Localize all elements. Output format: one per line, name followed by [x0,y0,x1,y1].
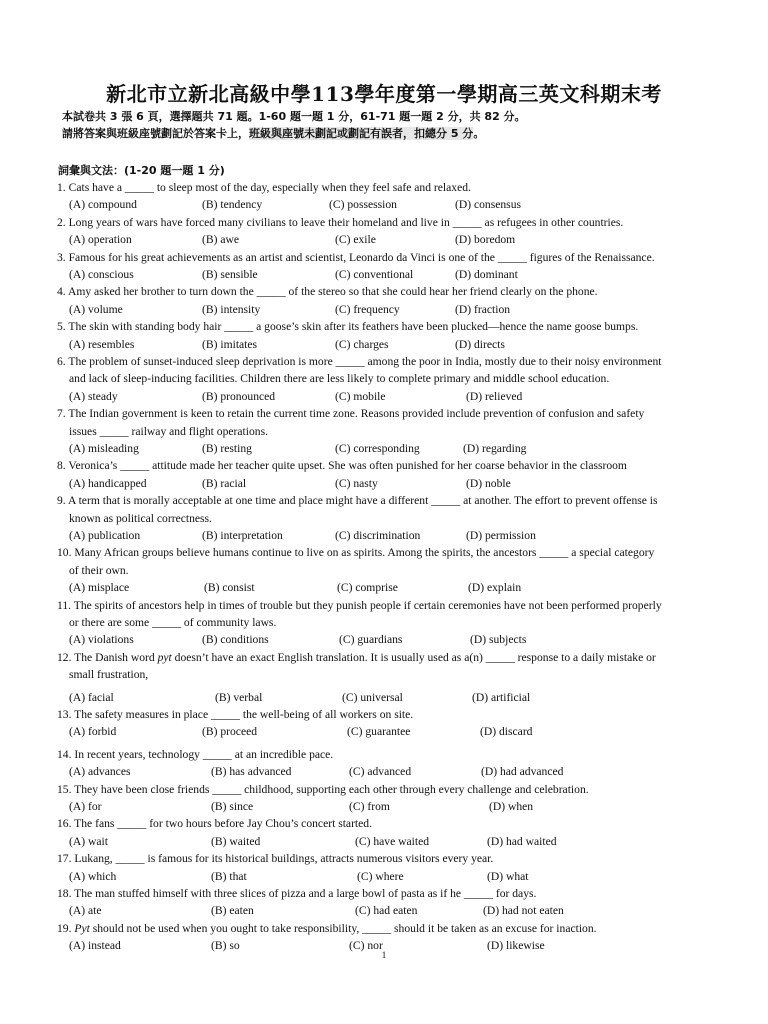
option-c[interactable]: (C) comprise [337,581,398,595]
option-b[interactable]: (B) racial [202,476,247,490]
option-b[interactable]: (B) resting [202,442,252,455]
option-b[interactable]: (B) that [211,869,247,883]
option-d[interactable]: (D) had waited [487,834,557,848]
option-c[interactable]: (C) had eaten [355,904,418,918]
question-stem: 8. Veronica’s _____ attitude made her teacher quite upset. She was often punished for her coarse behavior in the classroom [57,459,627,473]
question-stem: 18. The man stuffed himself with three slices of pizza and a large bowl of pasta as if he _____ for days. [57,886,537,900]
question-5 [57,318,725,353]
question-11 [57,597,725,649]
question-stem-continuation: of their own. [69,563,129,577]
option-a[interactable]: (A) advances [69,765,131,779]
option-d[interactable]: (D) explain [468,581,522,595]
section-heading: 詞彙與文法：(1-20 題一題 1 分) [58,164,225,177]
answer-options [57,798,725,815]
option-c[interactable]: (C) conventional [335,268,414,281]
question-stem: 14. In recent years, technology _____ at an incredible pace. [57,747,334,761]
answer-options [57,388,725,405]
answer-options [57,723,725,740]
option-d[interactable]: (D) likewise [487,939,545,953]
question-stem-part: should not be used when you ought to take responsibility, _____ should it be taken as an excuse for inaction. [89,921,597,935]
option-c[interactable]: (C) charges [335,337,389,351]
question-stem: 13. The safety measures in place _____ the well-being of all workers on site. [57,708,414,721]
option-a[interactable]: (A) instead [69,939,121,953]
question-stem-part: 19. [57,921,75,935]
answer-options [57,196,725,213]
option-d[interactable]: (D) boredom [455,233,516,247]
option-c[interactable]: (C) nor [349,939,383,953]
question-12 [57,649,725,706]
option-c[interactable]: (C) guardians [339,633,403,647]
answer-options [57,631,725,648]
question-stem [57,649,725,666]
question-stem: 6. The problem of sunset-induced sleep deprivation is more _____ among the poor in India, mostly due to their noisy environment [57,354,662,368]
option-c[interactable]: (C) have waited [355,834,430,848]
option-b[interactable]: (B) consist [204,581,255,595]
question-stem: 4. Amy asked her brother to turn down the _____ of the stereo so that she could hear her friend clearly on the phone. [57,285,598,299]
answer-options [57,475,725,492]
option-b[interactable]: (B) conditions [202,633,269,647]
option-a[interactable]: (A) forbid [69,725,117,739]
option-c[interactable]: (C) nasty [335,476,378,490]
exam-title: 新北市立新北高級中學113學年度第一學期高三英文科期末考 [106,82,662,106]
question-stem-continuation: issues _____ railway and flight operations. [69,424,268,438]
option-c[interactable]: (C) exile [335,233,376,247]
question-stem: 11. The spirits of ancestors help in times of trouble but they punish people if certain ceremonies have not been performed properly [57,598,662,612]
question-stem-italic-word: pyt [157,650,172,664]
question-stem-continuation: or there are some _____ of community laws. [69,616,277,629]
question-stem: 15. They have been close friends _____ childhood, supporting each other through every challenge and celebration. [57,782,589,796]
option-c[interactable]: (C) mobile [335,389,386,403]
question-stem: 1. Cats have a _____ to sleep most of the day, especially when they feel safe and relaxed. [57,181,471,194]
option-b[interactable]: (B) sensible [202,268,258,281]
question-1 [57,179,725,214]
option-a[interactable]: (A) publication [69,529,141,542]
option-c[interactable]: (C) advanced [349,765,412,779]
question-14 [57,746,725,781]
answer-options [57,266,725,283]
option-d[interactable]: (D) dominant [455,268,518,281]
option-a[interactable]: (A) handicapped [69,476,147,490]
answer-options [57,902,725,919]
option-a[interactable]: (A) conscious [69,268,134,281]
option-d[interactable]: (D) consensus [455,198,522,212]
question-stem: 7. The Indian government is keen to retain the current time zone. Reasons provided include prevention of confusion and safety [57,407,645,421]
page-number: 1 [381,950,387,960]
option-a[interactable]: (A) operation [69,233,132,247]
question-stem-continuation: known as political correctness. [69,511,212,525]
question-4 [57,283,725,318]
instructions-line-2c: 。 [473,127,485,140]
option-b[interactable]: (B) eaten [211,904,254,918]
option-b[interactable]: (B) interpretation [202,529,283,542]
question-6 [57,353,725,405]
option-b[interactable]: (B) verbal [215,690,263,704]
question-15 [57,781,725,816]
option-d[interactable]: (D) discard [480,725,533,739]
option-d[interactable]: (D) noble [466,476,511,490]
option-a[interactable]: (A) compound [69,198,137,212]
option-d[interactable]: (D) permission [466,529,536,542]
question-3 [57,249,725,284]
option-a[interactable]: (A) ate [69,904,102,918]
instructions-line-2a: 請將答案與班級座號劃記於答案卡上， [62,127,249,140]
question-10 [57,544,725,596]
option-b[interactable]: (B) has advanced [211,765,292,779]
instructions-line-2 [62,125,526,142]
option-a[interactable]: (A) for [69,800,102,813]
answer-options [57,868,725,885]
question-8 [57,457,725,492]
option-b[interactable]: (B) awe [202,233,240,247]
answer-options [57,527,725,544]
question-stem-italic-word: Pyt [74,921,90,935]
answer-options [57,579,725,596]
option-a[interactable]: (A) volume [69,302,123,316]
question-stem-continuation: small frustration, [69,668,149,682]
option-b[interactable]: (B) intensity [202,302,261,316]
answer-options [57,440,725,457]
option-d[interactable]: (D) when [489,800,534,813]
answer-options [57,231,725,248]
question-16 [57,815,725,850]
option-b[interactable]: (B) waited [211,834,261,848]
question-stem: 17. Lukang, _____ is famous for its historical buildings, attracts numerous visitors every year. [57,852,494,866]
answer-options [57,336,725,353]
option-a[interactable]: (A) violations [69,633,134,647]
question-stem [57,920,725,937]
option-c[interactable]: (C) possession [329,198,397,212]
question-stem-continuation: and lack of sleep-inducing facilities. Children there are less likely to complete primary and middle school education. [69,372,610,386]
option-d[interactable]: (D) directs [455,337,505,351]
option-c[interactable]: (C) discrimination [335,529,421,542]
answer-options [57,689,725,706]
option-b[interactable]: (B) imitates [202,337,258,351]
question-list [57,179,725,955]
question-2 [57,214,725,249]
option-c[interactable]: (C) where [357,869,404,883]
option-c[interactable]: (C) from [349,800,390,813]
exam-instructions [62,108,526,142]
option-b[interactable]: (B) since [211,800,254,813]
option-a[interactable]: (A) resembles [69,337,135,351]
option-a[interactable]: (A) which [69,869,117,883]
option-d[interactable]: (D) what [487,869,529,883]
option-d[interactable]: (D) artificial [472,690,531,704]
instructions-line-1: 本試卷共 3 張 6 頁，選擇題共 71 題。1-60 題一題 1 分，61-71 題一題 2 分，共 82 分。 [62,110,526,123]
option-b[interactable]: (B) so [211,939,240,953]
question-stem-part: doesn’t have an exact English translation. It is usually used as a(n) _____ response to a daily mistake or [171,650,656,664]
question-stem: 9. A term that is morally acceptable at one time and place might have a different _____ at another. The effort to prevent offense is [57,494,658,508]
question-18 [57,885,725,920]
question-7 [57,405,725,457]
option-d[interactable]: (D) had advanced [481,765,564,779]
option-a[interactable]: (A) misplace [69,581,130,595]
option-a[interactable]: (A) steady [69,389,118,403]
question-stem-part: 12. The Danish word [57,650,158,664]
option-c[interactable]: (C) corresponding [335,442,420,455]
answer-options [57,301,725,318]
option-d[interactable]: (D) relieved [466,389,523,403]
answer-options [57,833,725,850]
question-9 [57,492,725,544]
option-b[interactable]: (B) pronounced [202,389,276,403]
option-a[interactable]: (A) misleading [69,442,139,455]
question-stem: 10. Many African groups believe humans continue to live on as spirits. Among the spirits, the ancestors _____ a special category [57,546,655,560]
question-stem: 16. The fans _____ for two hours before Jay Chou’s concert started. [57,817,372,831]
option-a[interactable]: (A) facial [69,690,114,704]
option-b[interactable]: (B) proceed [202,725,258,739]
question-17 [57,850,725,885]
option-c[interactable]: (C) universal [342,690,403,704]
option-b[interactable]: (B) tendency [202,198,263,212]
instructions-penalty-highlight: 班級與座號未劃記或劃記有誤者，扣總分 5 分 [249,127,474,140]
option-a[interactable]: (A) wait [69,834,108,848]
question-13 [57,706,725,746]
question-stem: 2. Long years of wars have forced many civilians to leave their homeland and live in _____ as refugees in other countries. [57,215,624,229]
option-d[interactable]: (D) had not eaten [483,904,564,918]
option-c[interactable]: (C) guarantee [347,725,411,739]
question-stem: 3. Famous for his great achievements as an artist and scientist, Leonardo da Vinci is one of the _____ figures of the Renaissance. [57,250,655,264]
option-d[interactable]: (D) regarding [463,442,527,455]
answer-options [57,763,725,780]
option-c[interactable]: (C) frequency [335,302,400,316]
question-stem: 5. The skin with standing body hair _____ a goose’s skin after its feathers have been plucked—hence the name goose bumps. [57,320,639,334]
option-d[interactable]: (D) fraction [455,302,511,316]
option-d[interactable]: (D) subjects [470,633,527,647]
